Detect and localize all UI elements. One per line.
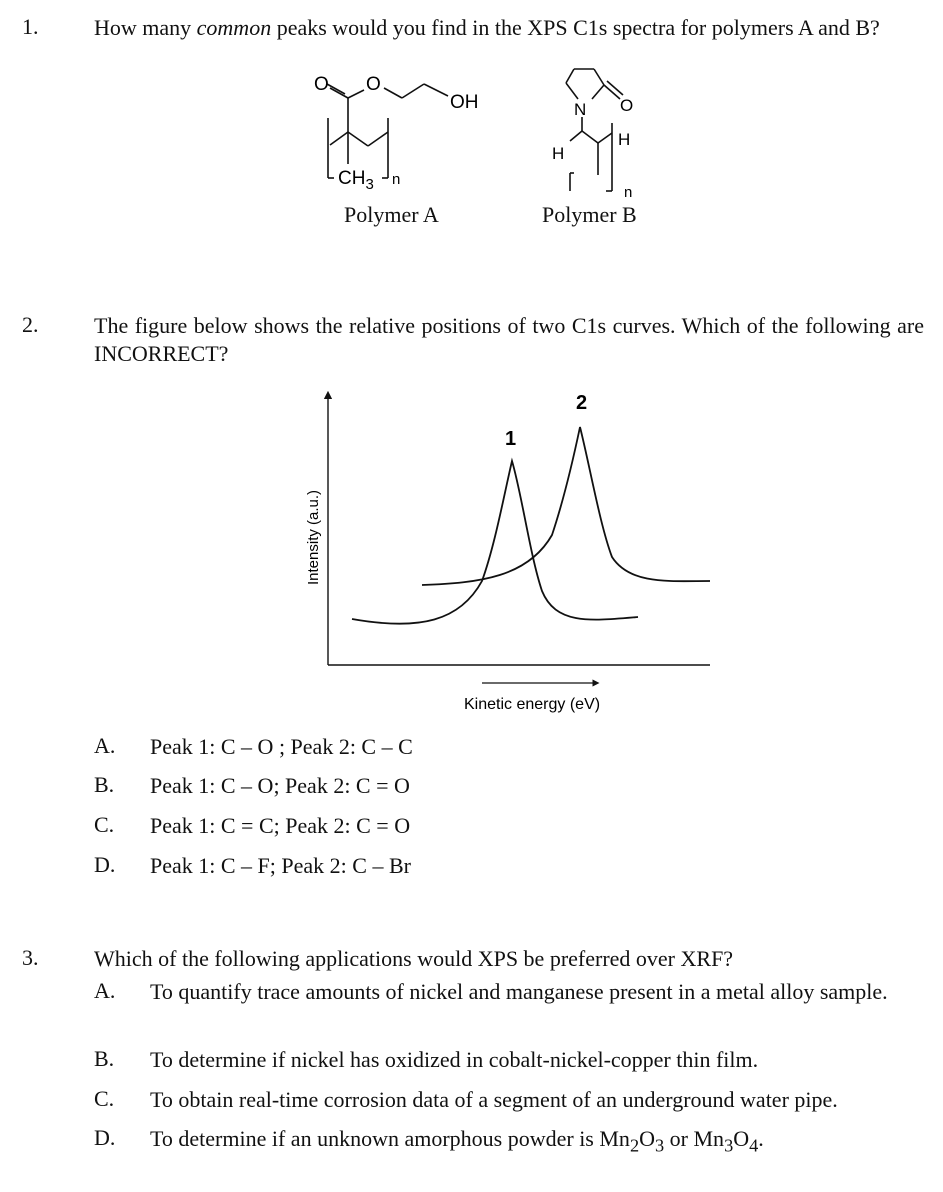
- question-1-emphasis: common: [196, 15, 272, 40]
- polymer-a-structure: [300, 70, 500, 200]
- sub-1: 2: [629, 1135, 640, 1156]
- polymer-b-structure: [540, 65, 660, 205]
- mid-3: O: [733, 1126, 750, 1151]
- q2-option-c-text: Peak 1: C = C; Peak 2: C = O: [150, 813, 411, 838]
- question-3-text: Which of the following applications would XPS be preferred over XRF?: [94, 946, 734, 971]
- question-2-number: 2.: [22, 312, 39, 337]
- question-1-text-pre: How many: [94, 15, 197, 40]
- q3-option-c-text: To obtain real-time corrosion data of a segment of an underground water pipe.: [150, 1087, 838, 1112]
- peak-label-1: 1: [505, 428, 517, 450]
- q3-option-d-letter: D.: [94, 1125, 116, 1150]
- polymer-b-hydrogen-1: H: [552, 144, 565, 163]
- q2-option-d-letter: D.: [94, 852, 116, 877]
- polymer-a-ch3-subscript: 3: [365, 176, 374, 193]
- polymer-b-hydrogen-2: H: [618, 130, 631, 149]
- y-axis-label: Intensity (a.u.): [305, 489, 322, 585]
- mid-1: O: [639, 1126, 655, 1151]
- q2-option-c-letter: C.: [94, 812, 115, 837]
- polymer-a-methyl: [338, 168, 374, 193]
- q3-option-b-text: To determine if nickel has oxidized in cobalt-nickel-copper thin film.: [150, 1047, 759, 1072]
- polymer-b-repeat-n: n: [624, 184, 633, 201]
- q3-option-a-letter: A.: [94, 978, 116, 1003]
- polymer-b-label: Polymer B: [542, 202, 637, 227]
- polymer-a-oxygen-2: O: [366, 74, 381, 95]
- polymer-a-label: Polymer A: [344, 202, 439, 227]
- q3-option-b-letter: B.: [94, 1046, 115, 1071]
- question-1-number: 1.: [22, 14, 39, 39]
- polymer-a-oxygen-1: O: [314, 74, 329, 95]
- question-2-text: The figure below shows the relative positions of two C1s curves. Which of the following are INCORRECT?: [94, 313, 924, 366]
- question-3-number: 3.: [22, 945, 39, 970]
- q3-option-a-text: To quantify trace amounts of nickel and manganese present in a metal alloy sample.: [150, 979, 888, 1004]
- question-1-text: [94, 14, 924, 42]
- q2-option-a-text: Peak 1: C – O ; Peak 2: C – C: [150, 734, 413, 759]
- polymer-a-hydroxyl: OH: [450, 92, 479, 113]
- q3-option-d-pre: To determine if an unknown amorphous powder is Mn: [150, 1126, 630, 1151]
- sub-4: 4: [749, 1135, 759, 1156]
- sub-2: 3: [655, 1135, 665, 1156]
- polymer-a-repeat-n: n: [392, 171, 401, 188]
- sub-3: 3: [724, 1135, 734, 1156]
- question-1-text-post: peaks would you find in the XPS C1s spectra for polymers A and B?: [271, 15, 880, 40]
- polymer-a-ch: CH: [338, 168, 366, 189]
- curve-1: [352, 461, 638, 624]
- polymer-b-nitrogen: N: [574, 100, 587, 119]
- q3-option-d-text: [150, 1125, 926, 1159]
- q2-option-b-text: Peak 1: C – O; Peak 2: C = O: [150, 773, 410, 798]
- xps-c1s-chart: [290, 385, 730, 725]
- q3-option-c-letter: C.: [94, 1086, 115, 1111]
- peak-label-2: 2: [576, 392, 588, 414]
- polymer-b-oxygen: O: [620, 96, 634, 115]
- q3-option-d-end: .: [758, 1126, 764, 1151]
- curve-2: [422, 427, 710, 585]
- q2-option-b-letter: B.: [94, 772, 115, 797]
- x-axis-label: Kinetic energy (eV): [464, 696, 601, 713]
- q2-option-a-letter: A.: [94, 733, 116, 758]
- mid-2: or Mn: [664, 1126, 725, 1151]
- q2-option-d-text: Peak 1: C – F; Peak 2: C – Br: [150, 853, 411, 878]
